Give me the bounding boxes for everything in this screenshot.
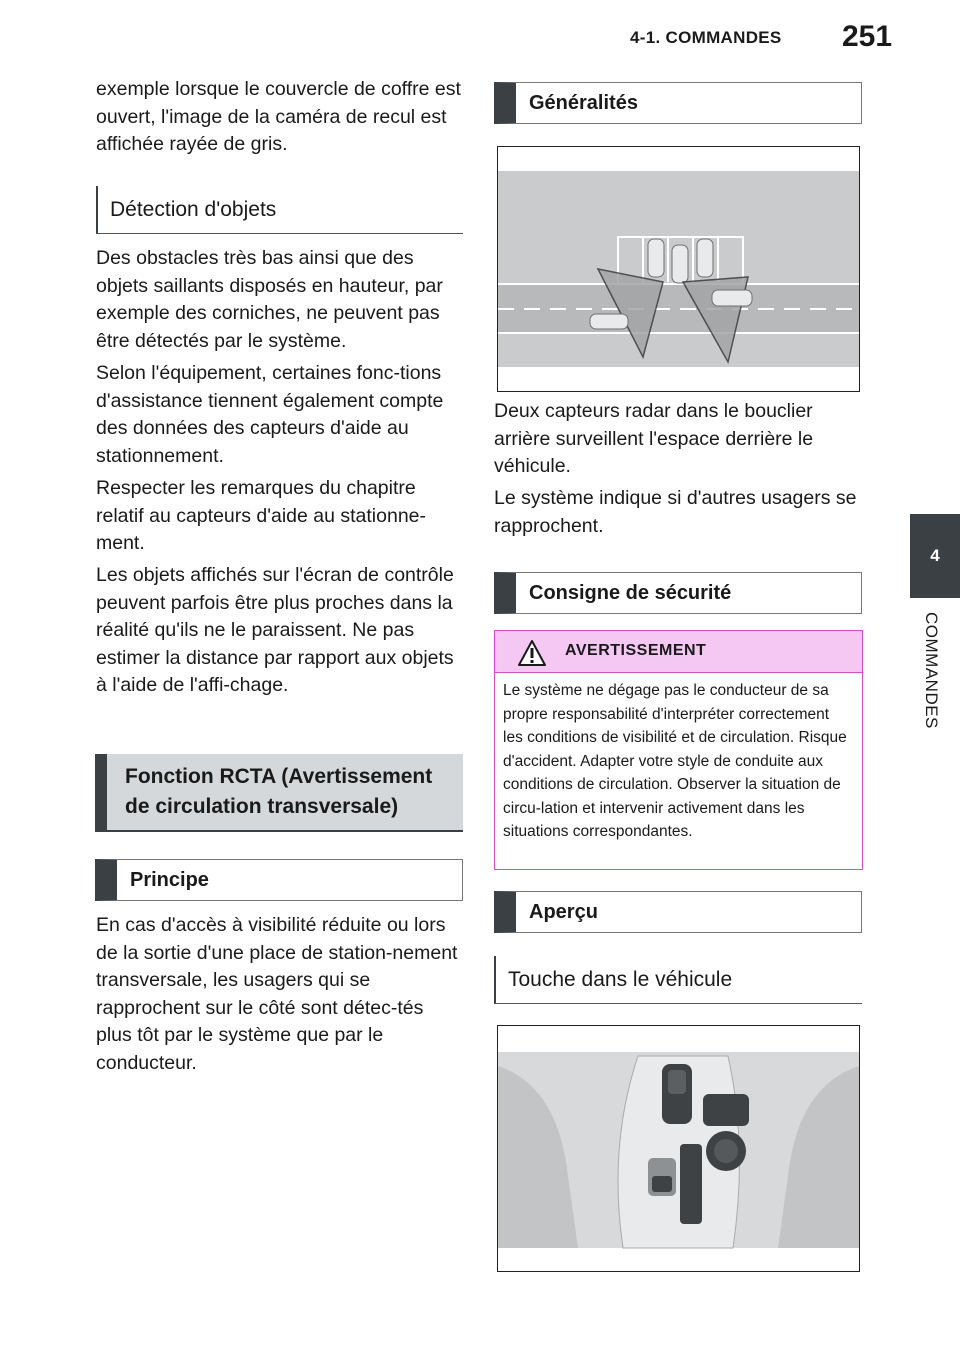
heading-object-detection <box>96 186 463 234</box>
warning-title: AVERTISSEMENT <box>565 642 707 659</box>
heading-rcta-line1: Fonction RCTA (Avertissement <box>125 765 433 788</box>
warning-box <box>494 630 863 870</box>
heading-principle-text: Principe <box>130 868 209 891</box>
heading-overview-text: Aperçu <box>529 900 598 923</box>
heading-safety-text: Consigne de sécurité <box>529 581 732 604</box>
heading-general-text: Généralités <box>529 91 638 114</box>
chapter-label <box>913 612 943 752</box>
console-illustration <box>497 1025 860 1272</box>
warning-triangle-icon <box>517 639 547 667</box>
heading-button-in-vehicle <box>494 956 862 1004</box>
radar-illustration <box>497 146 860 392</box>
warning-header <box>495 631 862 673</box>
paragraph-principle: En cas d'accès à visibilité réduite ou lors de la sortie d'une place de station-nement transversale, les usagers qui se rapprochent sur le côté sont détec-tés plus tôt par le système que par le conducteur. <box>96 914 458 1074</box>
heading-rcta-line2: de circulation transversale) <box>125 795 399 818</box>
chapter-label-text: COMMANDES <box>922 612 941 729</box>
chapter-number: 4 <box>930 546 940 565</box>
heading-general <box>494 82 862 124</box>
heading-principle <box>95 859 463 901</box>
heading-safety <box>494 572 862 614</box>
paragraph-equipment: Selon l'équipement, certaines fonc-tions d'assistance tiennent également compte des données des capteurs d'aide au stationnement. <box>96 362 444 467</box>
paragraph-display-distance: Les objets affichés sur l'écran de contrôle peuvent parfois être plus proches dans la réalité qu'ils ne le paraissent. Ne pas estimer la distance par rapport aux objets à l'aide de l'affi-chage. <box>96 564 454 696</box>
console-illustration-graphic <box>498 1026 859 1271</box>
radar-illustration-graphic <box>498 147 859 391</box>
paragraph-system-indicates: Le système indique si d'autres usagers se rapprochent. <box>494 487 857 537</box>
paragraph-obstacles: Des obstacles très bas ainsi que des objets saillants disposés en hauteur, par exemple des corniches, ne peuvent pas être détectés par le système. <box>96 247 443 352</box>
heading-button-in-vehicle-text: Touche dans le véhicule <box>508 967 733 991</box>
page-number: 251 <box>842 20 893 53</box>
paragraph-remarks: Respecter les remarques du chapitre relatif au capteurs d'aide au stationne-ment. <box>96 477 427 554</box>
heading-rcta <box>95 754 463 832</box>
paragraph-radar-sensors: Deux capteurs radar dans le bouclier arrière surveillent l'espace derrière le véhicule. <box>494 400 814 477</box>
heading-overview <box>494 891 862 933</box>
warning-text: Le système ne dégage pas le conducteur de sa propre responsabilité d'interpréter correctement les conditions de visibilité et de circulation. Risque d'accident. Adapter votre style de conduite aux conditions de circulation. Observer la situation de circu-lation et intervenir activement dans les situations correspondantes. <box>503 682 847 840</box>
section-title: 4-1. COMMANDES <box>630 28 782 47</box>
heading-object-detection-text: Détection d'objets <box>110 197 277 221</box>
chapter-tab[interactable] <box>910 514 960 598</box>
intro-paragraph: exemple lorsque le couvercle de coffre est ouvert, l'image de la caméra de recul est affichée rayée de gris. <box>96 78 461 155</box>
